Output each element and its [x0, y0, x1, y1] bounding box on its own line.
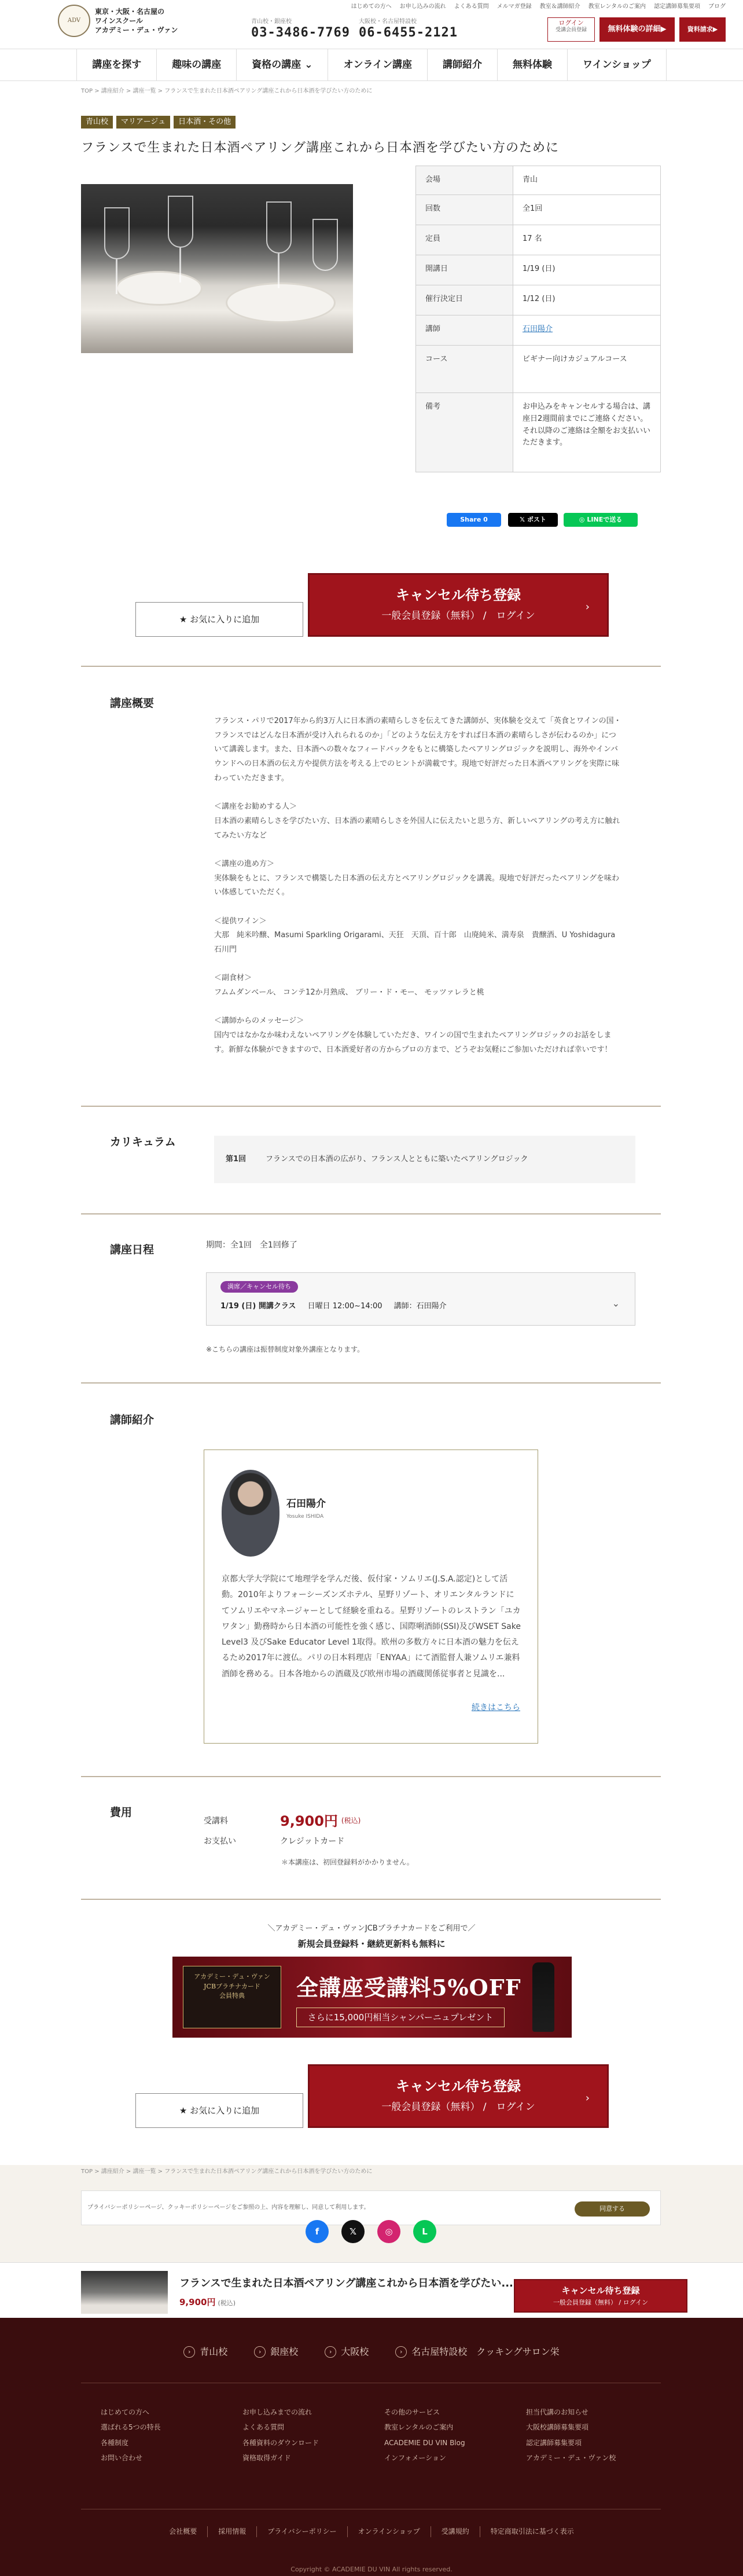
top-links	[351, 2, 726, 12]
info-key: 催行決定日	[416, 285, 513, 315]
info-value: 1/19 (日)	[523, 265, 556, 273]
login-button[interactable]	[547, 17, 595, 42]
facebook-share-label: Share 0	[460, 516, 488, 524]
sticky-title: フランスで生まれた日本酒ペアリング講座これから日本酒を学びたい...	[179, 2277, 513, 2289]
footer-legal-links	[0, 2526, 743, 2537]
line-icon: ◎	[579, 516, 585, 524]
top-link[interactable]: メルマガ登録	[496, 3, 532, 10]
osaka-phone-label: 大阪校・名古屋特設校	[359, 19, 417, 25]
top-link[interactable]: 教室＆講師紹介	[539, 3, 580, 10]
logo-text: 東京・大阪・名古屋の ワインスクール アカデミー・デュ・ヴァン	[95, 7, 178, 35]
footer-link[interactable]: 資格取得ガイド	[242, 2454, 291, 2463]
footer-link[interactable]: その他のサービス	[384, 2408, 440, 2416]
info-row	[416, 255, 660, 285]
nav-wine-shop[interactable]: ワインショップ	[568, 49, 667, 80]
arrow-circle-icon: ›	[325, 2346, 336, 2358]
divider	[81, 666, 661, 667]
sticky-tax: (税込)	[218, 2299, 236, 2307]
tokyo-phone[interactable]: 03-3486-7769	[251, 25, 350, 40]
waitlist-cta-button[interactable]	[308, 573, 609, 637]
top-link[interactable]: 教室レンタルのご案内	[588, 3, 646, 10]
footer-link[interactable]: インフォメーション	[384, 2454, 446, 2463]
legal-link[interactable]: 採用情報	[208, 2526, 257, 2537]
footer-col	[242, 2405, 384, 2466]
osaka-phone-block[interactable]	[359, 17, 458, 39]
school-link[interactable]	[254, 2344, 298, 2360]
info-row	[416, 315, 660, 346]
schedule-date: 1/19 (日) 開講クラス	[220, 1302, 296, 1311]
breadcrumb[interactable]: TOP > 講座紹介 > 講座一覧 > フランスで生まれた日本酒ペアリング講座これから日本酒を学びたい方のために	[81, 88, 373, 94]
schedule-class-item[interactable]	[206, 1272, 635, 1326]
section-title-instructor: 講師紹介	[110, 1414, 155, 1426]
fee-row	[204, 1833, 361, 1850]
footer-link[interactable]: アカデミー・デュ・ヴァン校	[526, 2454, 616, 2463]
sticky-price	[179, 2295, 236, 2309]
x-icon: 𝕏	[520, 516, 525, 524]
top-link[interactable]: はじめての方へ	[351, 3, 392, 10]
cta-subtitle: 一般会員登録（無料） / ログイン	[381, 610, 535, 622]
arrow-circle-icon: ›	[183, 2346, 195, 2358]
legal-link[interactable]: 受講規約	[431, 2526, 480, 2537]
overview-text: フランス・パリで2017年から約3万人に日本酒の素晴らしさを伝えてきた講師が、実体験を交えて「英食とワインの国・フランスではどんな日本酒が受け入れられるのか」「どのような伝え方をすれば日本酒の素晴らしさが伝わるのか」について講義します。また、日本酒への数々なフィードバックをもとに構築したペアリングロジックを説明し、海外やインバウンドへの日本酒の伝え方や提供方法を考える上でのヒントが満載です。現地で好評だった日本酒ペアリングを実際に味わっていただきます。 ＜講座をお勧めする人＞ 日本酒の素晴らしさを学びたい方、日本酒の素晴らしさを外国人に伝えたいと思う方、新しいペアリングの考え方に触れてみたい方など ＜講座の進め方＞ 実体験をもとに、フランスで構築した日本酒の伝え方とペアリングロジックを講義。現地で好評だったペアリングを味わい体感していただく。 ＜提供ワイン＞ 大那 純米吟醸、Masumi Sparkling Origarami、天狂 天頂、百十郎 山廃純米、満寿泉 貴醸酒、U Yoshidagura 石川門 ＜副食材＞ フムムダンベール、 コンテ12か月熟成、 ブリー・ド・モー、 モッツァレラと桃 ＜講師からのメッセージ＞ 国内ではなかなか味わえないペアリングを体験していただき、ワインの国で生まれたペアリングロジックのお話をします。新鮮な体験ができますので、日本酒愛好者の方からプロの方まで、どうぞお気軽にご参加いただければ幸いです！	[214, 717, 621, 1054]
material-request-button[interactable]: 資料請求▶	[679, 17, 726, 42]
footer-link[interactable]: 認定講師募集要項	[526, 2438, 582, 2447]
legal-link[interactable]: 特定商取引法に基づく表示	[490, 2527, 574, 2535]
course-info-table	[415, 166, 661, 472]
info-key: 開講日	[416, 255, 513, 285]
section-title-curriculum: カリキュラム	[110, 1136, 176, 1148]
tokyo-phone-label: 青山校・銀座校	[251, 19, 292, 25]
instructor-bio: 京都大学大学院にて地理学を学んだ後、仮付家・ソムリエ(J.S.A.認定)として活動。2010年よりフォーシーズンズホテル、星野リゾート、オリエンタルランドにてソムリエやマネージャーとして経験を重ねる。星野リゾートのレストラン「ユカワタン」勤務時から日本酒の可能性を強く感じ、国際唎酒師(SSI)及びWSET Sake Level3 及びSake Educator Level 1取得。欧州の多数方々に日本酒の魅力を伝えるため2017年に渡仏。パリの日本料理店「ENYAA」にて酒監督人兼ソムリエ兼料酒師を務める。日本各地からの酒蔵及び欧州市場の酒蔵関係従事者と見識を...	[222, 1575, 521, 1679]
sticky-btn-sub: 一般会員登録（無料） / ログイン	[553, 2299, 649, 2306]
line-share-label: LINEで送る	[587, 516, 623, 524]
top-link[interactable]: よくある質問	[454, 3, 489, 10]
site-logo[interactable]	[58, 5, 178, 37]
chevron-right-icon: ›	[585, 601, 590, 613]
info-key: 会場	[416, 166, 513, 195]
banner-card-label: アカデミー・デュ・ヴァン JCBプラチナカード 会員特典	[183, 1966, 281, 2028]
tag-category: マリアージュ	[116, 116, 170, 129]
divider	[81, 1899, 661, 1900]
divider	[81, 1382, 661, 1384]
course-photo	[81, 184, 353, 353]
info-key: 定員	[416, 225, 513, 255]
tokyo-phone-block[interactable]	[251, 17, 350, 39]
footer-columns	[101, 2405, 668, 2466]
promo-small-text: ＼アカデミー・デュ・ヴァンJCBプラチナカードをご利用で／	[267, 1924, 476, 1933]
nav-qualification[interactable]: 資格の講座 ⌄	[237, 49, 328, 80]
favorite-button-bottom[interactable]: ★ お気に入りに追加	[135, 2093, 303, 2128]
footer-link[interactable]: 担当代講のお知らせ	[526, 2408, 588, 2416]
glass-shape	[312, 219, 338, 271]
sticky-price-value: 9,900円	[179, 2297, 216, 2307]
glass-stem	[278, 254, 279, 288]
section-title-schedule: 講座日程	[110, 1243, 155, 1256]
info-row	[416, 285, 660, 315]
read-more-link[interactable]: 続きはこちら	[472, 1703, 520, 1712]
info-row	[416, 393, 660, 472]
footer-link[interactable]: 各種制度	[101, 2438, 129, 2447]
logo-seal-icon: ADV	[58, 5, 90, 37]
global-nav	[0, 49, 743, 81]
nav-online[interactable]: オンライン講座	[328, 49, 428, 80]
champagne-bottle-icon	[532, 1962, 554, 2032]
nav-hobby[interactable]: 趣味の講座	[157, 49, 237, 80]
sticky-waitlist-button[interactable]	[514, 2279, 687, 2313]
instructor-card	[204, 1450, 538, 1744]
school-link[interactable]	[395, 2344, 560, 2360]
fee-label: 受講料	[204, 1816, 228, 1826]
fee-block	[204, 1810, 361, 1850]
curriculum-number: 第1回	[226, 1154, 247, 1164]
schedule-teacher: 講師：石田陽介	[393, 1302, 447, 1311]
info-value: ビギナー向けカジュアルコース	[523, 355, 627, 364]
register-label: 受講会員登録	[555, 27, 587, 34]
section-title-overview: 講座概要	[110, 697, 155, 710]
school-name: 青山校	[200, 2346, 228, 2357]
agree-button[interactable]: 同意する	[575, 2201, 650, 2217]
jcb-card-banner[interactable]	[172, 1957, 572, 2038]
footer-link[interactable]: 教室レンタルのご案内	[384, 2423, 454, 2432]
footer-link[interactable]: お問い合わせ	[101, 2454, 143, 2463]
info-value: 全1回	[523, 204, 543, 213]
course-title: フランスで生まれた日本酒ペアリング講座これから日本酒を学びたい方のために	[81, 141, 560, 155]
info-row	[416, 225, 660, 255]
line-icon[interactable]: L	[413, 2220, 436, 2243]
glass-shape	[168, 196, 193, 248]
plate-shape	[226, 282, 336, 323]
school-link[interactable]	[183, 2344, 227, 2360]
school-name: 名古屋特設校 クッキングサロン栄	[411, 2346, 560, 2357]
site-header	[0, 0, 743, 49]
cta-title: キャンセル待ち登録	[396, 2078, 521, 2094]
info-row	[416, 346, 660, 393]
school-link[interactable]	[325, 2344, 369, 2360]
school-name: 銀座校	[270, 2346, 299, 2357]
divider	[81, 1213, 661, 1214]
banner-main-text: 全講座受講料5%OFF	[296, 1975, 521, 2001]
cta-title: キャンセル待ち登録	[396, 587, 521, 603]
facebook-share-button[interactable]	[447, 513, 501, 527]
schedule-line	[220, 1301, 456, 1313]
info-value: 17 名	[523, 234, 542, 243]
info-key: 回数	[416, 195, 513, 225]
schedule-note: ※こちらの講座は振替制度対象外講座となります。	[206, 1345, 365, 1353]
plate-shape	[116, 271, 203, 306]
payment-label: お支払い	[204, 1836, 236, 1846]
top-link[interactable]: ブログ	[708, 3, 726, 10]
info-row	[416, 195, 660, 225]
glass-shape	[104, 207, 130, 259]
login-label: ログイン	[558, 19, 584, 27]
course-tags	[81, 116, 236, 129]
legal-link[interactable]: プライバシーポリシー	[257, 2526, 347, 2537]
header-buttons	[547, 17, 726, 42]
tag-genre: 日本酒・その他	[174, 116, 236, 129]
glass-stem	[179, 248, 181, 282]
favorite-button[interactable]: ★ お気に入りに追加	[135, 602, 303, 637]
nav-free-trial[interactable]: 無料体験	[498, 49, 568, 80]
info-value: 青山	[523, 175, 538, 184]
cookie-consent-bar	[81, 2190, 661, 2225]
info-row	[416, 166, 660, 195]
top-link[interactable]: お申し込みの流れ	[399, 3, 446, 10]
x-icon[interactable]: 𝕏	[341, 2220, 365, 2243]
footer-link[interactable]: 選ばれる5つの特長	[101, 2423, 161, 2432]
top-link[interactable]: 認定講師募集要項	[654, 3, 700, 10]
info-key: 備考	[416, 393, 513, 472]
chevron-down-icon[interactable]: ⌄	[612, 1298, 620, 1309]
info-key: 講師	[416, 315, 513, 345]
nav-search[interactable]: 講座を探す	[76, 49, 157, 80]
waitlist-cta-button-bottom[interactable]	[308, 2064, 609, 2128]
school-name: 大阪校	[341, 2346, 369, 2357]
instructor-name-en: Yosuke ISHIDA	[286, 1514, 324, 1520]
divider	[81, 1776, 661, 1777]
glass-shape	[266, 201, 292, 254]
promo-large-text: 新規会員登録料・継続更新料も無料に	[297, 1939, 446, 1949]
school-links	[0, 2344, 743, 2360]
cta-subtitle: 一般会員登録（無料） / ログイン	[381, 2101, 535, 2113]
footer-link[interactable]: はじめての方へ	[101, 2408, 150, 2416]
curriculum-item	[214, 1136, 635, 1183]
instructor-name: 石田陽介	[286, 1498, 326, 1510]
instructor-link[interactable]: 石田陽介	[523, 325, 553, 333]
site-footer	[0, 2318, 743, 2576]
footer-col	[101, 2405, 242, 2466]
consent-text: プライバシーポリシーページ、クッキーポリシーページをご参照の上、内容を理解し、同意して利用します。	[87, 2204, 370, 2211]
curriculum-text: フランスでの日本酒の広がり、フランス人とともに築いたペアリングロジック	[266, 1154, 528, 1164]
footer-link[interactable]: お申し込みまでの流れ	[242, 2408, 312, 2416]
chevron-right-icon: ›	[585, 2092, 590, 2104]
schedule-period: 期間：全1回 全1回修了	[206, 1241, 297, 1250]
free-trial-button[interactable]: 無料体験の詳細▶	[599, 17, 675, 42]
legal-link[interactable]: 会社概要	[159, 2526, 208, 2537]
fee-price: 9,900円	[280, 1812, 338, 1829]
info-value: お申込みをキャンセルする場合は、講座日2週間前までにご連絡ください。それ以降のご連絡は全額をお支払いいただきます。	[523, 402, 651, 447]
footer-link[interactable]: 大阪校講師募集要項	[526, 2423, 589, 2432]
line-share-button[interactable]	[564, 513, 638, 527]
sticky-btn-title: キャンセル待ち登録	[561, 2285, 640, 2296]
x-post-button[interactable]	[508, 513, 558, 527]
arrow-circle-icon: ›	[395, 2346, 407, 2358]
legal-link[interactable]: オンラインショップ	[348, 2526, 431, 2537]
section-title-fee: 費用	[110, 1806, 133, 1819]
fee-note: ＊本講座は、初回登録料がかかりません。	[281, 1858, 414, 1866]
footer-link[interactable]: 各種資料のダウンロード	[242, 2438, 319, 2447]
instructor-avatar	[222, 1470, 279, 1557]
glass-stem	[116, 259, 117, 294]
facebook-icon[interactable]: f	[306, 2220, 329, 2243]
sticky-thumbnail	[81, 2271, 168, 2314]
banner-sub-text: さらに15,000円相当シャンパーニュプレゼント	[296, 2008, 505, 2027]
footer-col	[384, 2405, 526, 2466]
instagram-icon[interactable]: ◎	[377, 2220, 400, 2243]
footer-link[interactable]: よくある質問	[242, 2423, 285, 2432]
schedule-time: 日曜日 12:00~14:00	[307, 1302, 382, 1311]
arrow-circle-icon: ›	[254, 2346, 266, 2358]
breadcrumb-bottom[interactable]: TOP > 講座紹介 > 講座一覧 > フランスで生まれた日本酒ペアリング講座これから日本酒を学びたい方のために	[81, 2168, 373, 2175]
payment-method: クレジットカード	[280, 1836, 345, 1846]
fee-row	[204, 1810, 361, 1833]
tag-school: 青山校	[81, 116, 113, 129]
x-post-label: ポスト	[527, 516, 546, 524]
nav-instructors[interactable]: 講師紹介	[428, 49, 498, 80]
osaka-phone[interactable]: 06-6455-2121	[359, 25, 458, 40]
fee-tax: (税込)	[341, 1817, 361, 1825]
status-badge: 満席／キャンセル待ち	[220, 1281, 298, 1293]
copyright: Copyright © ACADEMIE DU VIN All rights reserved.	[290, 2566, 453, 2573]
sticky-bottom-bar	[0, 2262, 743, 2318]
info-key: コース	[416, 346, 513, 392]
footer-link[interactable]: ACADEMIE DU VIN Blog	[384, 2438, 465, 2447]
info-value: 1/12 (日)	[523, 295, 556, 303]
divider	[81, 1106, 661, 1107]
footer-col	[526, 2405, 668, 2466]
